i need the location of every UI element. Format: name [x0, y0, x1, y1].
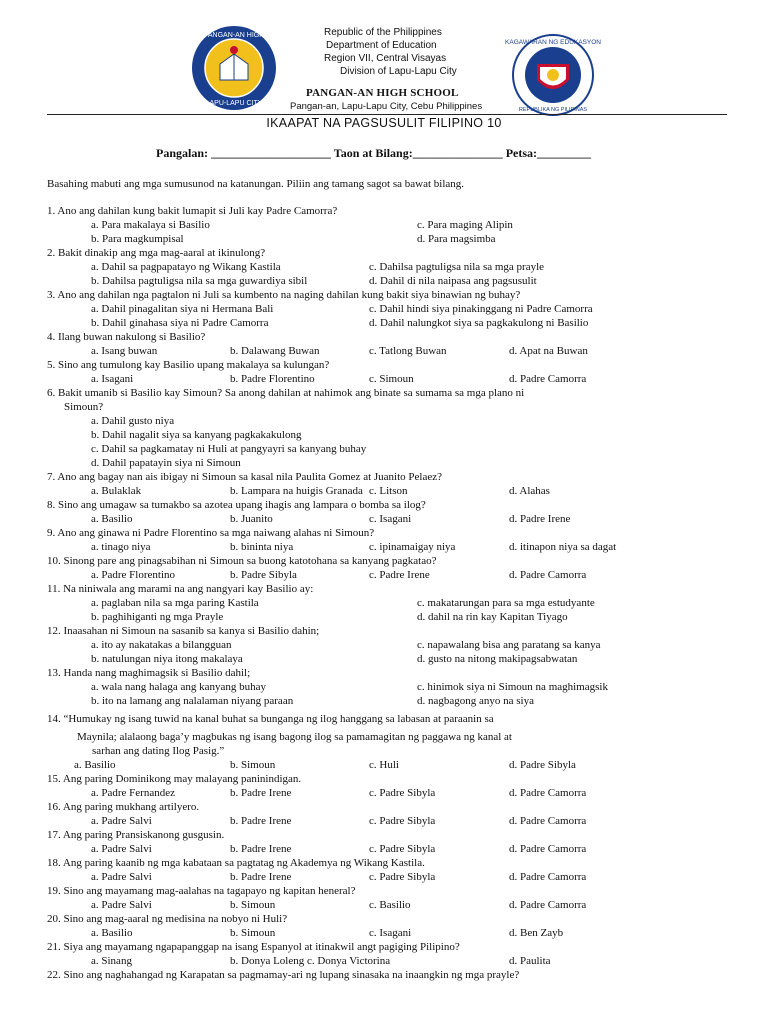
answer-option: a. Padre Florentino — [91, 569, 176, 581]
question-text: 22. Sino ang naghahangad ng Karapatan sa pagmamay-ari ng lupang sinasaka na inaangkin ng mga prayle? — [47, 969, 520, 981]
answer-option: b. Dahil ginahasa siya ni Padre Camorra — [91, 317, 269, 329]
answer-option: c. Tatlong Buwan — [369, 345, 447, 357]
answer-option: a. tinago niya — [91, 541, 151, 553]
answer-option: a. Padre Fernandez — [91, 787, 175, 799]
option-row — [47, 218, 747, 232]
option-row — [47, 344, 747, 358]
answer-option: d. Padre Camorra — [509, 373, 587, 385]
answer-option: d. Dahil nalungkot siya sa pagkakulong ni Basilio — [369, 317, 589, 329]
option-row — [47, 302, 747, 316]
option-row — [47, 442, 747, 456]
question-text: 18. Ang paring kaanib ng mga kabataan sa pagtatag ng Akademya ng Wikang Kastila. — [47, 857, 425, 869]
school-name: PANGAN-AN HIGH SCHOOL — [306, 87, 459, 99]
student-info-fields: Pangalan: ____________________ Taon at Bilang:_______________ Petsa:_________ — [156, 146, 592, 160]
header-rule — [47, 114, 727, 115]
answer-option: c. napawalang bisa ang paratang sa kanya — [417, 639, 601, 651]
question-text: 9. Ano ang ginawa ni Padre Florentino sa mga naiwang alahas ni Simoun? — [47, 527, 375, 539]
answer-option: d. Padre Camorra — [509, 899, 587, 911]
option-row — [47, 652, 747, 666]
option-row — [47, 638, 747, 652]
answer-option: b. Padre Florentino — [230, 373, 315, 385]
question-text: 12. Inaasahan ni Simoun na sasanib sa kanya si Basilio dahin; — [47, 625, 320, 637]
answer-option: c. Dahilsa pagtuligsa nila sa mga prayle — [369, 261, 545, 273]
question-text: 5. Sino ang tumulong kay Basilio upang makalaya sa kulungan? — [47, 359, 330, 371]
answer-option: a. Bulaklak — [91, 485, 142, 497]
answer-option: b. Padre Irene — [230, 871, 292, 883]
answer-option: a. paglaban nila sa mga paring Kastila — [91, 597, 259, 609]
answer-option: c. Isagani — [369, 927, 412, 939]
answer-option: b. Simoun — [230, 927, 276, 939]
question-text: 1. Ano ang dahilan kung bakit lumapit si Juli kay Padre Camorra? — [47, 205, 338, 217]
answer-option: b. Donya Loleng c. Donya Victorina — [230, 955, 391, 967]
answer-option: a. Padre Salvi — [91, 843, 152, 855]
agency-line: Division of Lapu-Lapu City — [340, 66, 457, 77]
option-row — [47, 512, 747, 526]
answer-option: a. Dahil pinagalitan siya ni Hermana Bali — [91, 303, 274, 315]
exam-title: IKAAPAT NA PAGSUSULIT FILIPINO 10 — [266, 116, 502, 130]
option-row — [47, 610, 747, 624]
answer-option: a. wala nang halaga ang kanyang buhay — [91, 681, 267, 693]
option-row — [47, 596, 747, 610]
option-row — [47, 786, 747, 800]
agency-line: Region VII, Central Visayas — [324, 53, 447, 64]
option-row — [47, 680, 747, 694]
question-text: 10. Sinong pare ang pinagsabihan ni Simoun sa buong katotohana sa kanyang pagkatao? — [47, 555, 437, 567]
question-text: 11. Na niniwala ang marami na ang nangyari kay Basilio ay: — [47, 583, 314, 595]
question-text-continued — [47, 400, 747, 414]
answer-option: a. Dahil gusto niya — [91, 415, 175, 427]
answer-option: b. natulungan niya itong makalaya — [91, 653, 243, 665]
svg-text:REPUBLIKA NG PILIPINAS: REPUBLIKA NG PILIPINAS — [518, 107, 588, 113]
answer-option: d. Dahil di nila naipasa ang pagsusulit — [369, 275, 537, 287]
question-text: 15. Ang paring Dominikong may malayang paninindigan. — [47, 773, 302, 785]
answer-option: b. Simoun — [230, 899, 276, 911]
question-text: 4. Ilang buwan nakulong si Basilio? — [47, 331, 206, 343]
answer-option: b. ito na lamang ang nalalaman niyang paraan — [91, 695, 294, 707]
answer-option: d. Padre Camorra — [509, 843, 587, 855]
document-header — [0, 0, 768, 118]
answer-option: b. Simoun — [230, 759, 276, 771]
questions-list — [47, 204, 747, 982]
answer-option: a. Padre Salvi — [91, 815, 152, 827]
question-text-continuation: Simoun? — [64, 401, 104, 413]
answer-option: c. Padre Sibyla — [369, 787, 436, 799]
answer-option: b. paghihiganti ng mga Prayle — [91, 611, 224, 623]
answer-option: c. makatarungan para sa mga estudyante — [417, 597, 595, 609]
answer-option: b. Dahilsa pagtuligsa nila sa mga guwardiya sibil — [91, 275, 308, 287]
option-row — [47, 898, 747, 912]
option-row — [47, 456, 747, 470]
question-quote: Maynila; alalaong baga’y magbukas ng isang bagong ilog sa pamamagitan ng paggawa ng kanal at — [77, 731, 512, 743]
answer-option: d. dahil na rin kay Kapitan Tiyago — [417, 611, 568, 623]
question-text: 8. Sino ang umagaw sa tumakbo sa azotea upang ihagis ang lampara o bomba sa ilog? — [47, 499, 426, 511]
answer-option: c. Huli — [369, 759, 399, 771]
question-text: 13. Handa nang maghimagsik si Basilio dahil; — [47, 667, 251, 679]
option-row — [47, 926, 747, 940]
option-row — [47, 484, 747, 498]
answer-option: d. Padre Camorra — [509, 871, 587, 883]
answer-option: d. gusto na nitong makipagsabwatan — [417, 653, 578, 665]
answer-option: b. Padre Irene — [230, 843, 292, 855]
answer-option: a. Basilio — [91, 513, 133, 525]
instructions: Basahing mabuti ang mga sumusunod na katanungan. Piliin ang tamang sagot sa bawat bilang. — [47, 178, 465, 190]
svg-text:LAPU-LAPU CITY: LAPU-LAPU CITY — [205, 100, 263, 107]
answer-option: b. Juanito — [230, 513, 273, 525]
answer-option: d. Padre Sibyla — [509, 759, 576, 771]
answer-option: b. Padre Irene — [230, 787, 292, 799]
answer-option: a. Basilio — [74, 759, 116, 771]
answer-option: c. Padre Sibyla — [369, 815, 436, 827]
answer-option: b. bininta niya — [230, 541, 294, 553]
question-text: 20. Sino ang mag-aaral ng medisina na nobyo ni Huli? — [47, 913, 288, 925]
answer-option: c. Litson — [369, 485, 408, 497]
answer-option: d. Padre Camorra — [509, 569, 587, 581]
question-text: 17. Ang paring Pransiskanong gusgusin. — [47, 829, 225, 841]
answer-option: d. Padre Camorra — [509, 787, 587, 799]
question-text: 3. Ano ang dahilan nga pagtalon ni Juli sa kumbento na naging dahilan kung bakit siya binawian ng buhay? — [47, 289, 521, 301]
answer-option: d. Para magsimba — [417, 233, 496, 245]
agency-lines — [324, 26, 457, 78]
school-seal-logo — [190, 24, 278, 112]
answer-option: a. Dahil sa pagpapatayo ng Wikang Kastila — [91, 261, 281, 273]
option-row — [47, 694, 747, 708]
answer-option: a. Sinang — [91, 955, 132, 967]
option-row — [47, 260, 747, 274]
answer-option: c. ipinamaigay niya — [369, 541, 456, 553]
svg-text:PANGAN-AN HIGH: PANGAN-AN HIGH — [203, 32, 265, 39]
option-row — [47, 870, 747, 884]
question-text: 7. Ano ang bagay nan ais ibigay ni Simoun sa kasal nila Paulita Gomez at Juanito Pelaez? — [47, 471, 442, 483]
answer-option: d. Padre Irene — [509, 513, 571, 525]
option-row — [47, 568, 747, 582]
answer-option: b. Para magkumpisal — [91, 233, 184, 245]
school-address: Pangan-an, Lapu-Lapu City, Cebu Philippines — [290, 101, 483, 112]
deped-seal-logo — [505, 34, 601, 116]
option-row — [47, 758, 747, 772]
answer-option: a. Padre Salvi — [91, 899, 152, 911]
answer-option: d. Apat na Buwan — [509, 345, 588, 357]
option-row — [47, 428, 747, 442]
answer-option: c. hinimok siya ni Simoun na maghimagsik — [417, 681, 608, 693]
answer-option: a. Para makalaya si Basilio — [91, 219, 210, 231]
option-row — [47, 414, 747, 428]
answer-option: c. Isagani — [369, 513, 412, 525]
question-text: 19. Sino ang mayamang mag-aalahas na tagapayo ng kapitan heneral? — [47, 885, 356, 897]
question-text: 21. Siya ang mayamang ngapapanggap na isang Espanyol at itinakwil angt pagiging Pilipino? — [47, 941, 460, 953]
answer-option: d. Alahas — [509, 485, 550, 497]
agency-line: Republic of the Philippines — [324, 27, 442, 38]
answer-option: b. Dahil nagalit siya sa kanyang pagkakakulong — [91, 429, 302, 441]
answer-option: b. Lampara na huigis Granada — [230, 485, 363, 497]
answer-option: c. Para maging Alipin — [417, 219, 513, 231]
option-row — [47, 316, 747, 330]
answer-option: a. Isang buwan — [91, 345, 158, 357]
answer-option: b. Dalawang Buwan — [230, 345, 320, 357]
option-row — [47, 842, 747, 856]
answer-option: d. nagbagong anyo na siya — [417, 695, 534, 707]
svg-text:KAGAWARAN NG EDUKASYON: KAGAWARAN NG EDUKASYON — [505, 39, 601, 46]
option-row — [47, 274, 747, 288]
answer-option: d. itinapon niya sa dagat — [509, 541, 617, 553]
answer-option: a. Padre Salvi — [91, 871, 152, 883]
answer-option: b. Padre Irene — [230, 815, 292, 827]
option-row — [47, 232, 747, 246]
option-row — [47, 954, 747, 968]
question-text: 14. “Humukay ng isang tuwid na kanal buhat sa bunganga ng ilog hanggang sa labasan at paraanin sa — [47, 713, 494, 725]
question-text: 6. Bakit umanib si Basilio kay Simoun? Sa anong dahilan at nahimok ang binate sa sumama sa mga plano ni — [47, 387, 525, 399]
answer-option: d. Dahil papatayin siya ni Simoun — [91, 457, 241, 469]
option-row — [47, 814, 747, 828]
answer-option: b. Padre Sibyla — [230, 569, 297, 581]
answer-option: a. Isagani — [91, 373, 134, 385]
answer-option: c. Padre Sibyla — [369, 843, 436, 855]
option-row — [47, 372, 747, 386]
question-quote: sarhan ang dating Ilog Pasig.” — [92, 745, 225, 757]
answer-option: c. Simoun — [369, 373, 414, 385]
answer-option: c. Dahil sa pagkamatay ni Huli at pangyayri sa kanyang buhay — [91, 443, 367, 455]
answer-option: d. Padre Camorra — [509, 815, 587, 827]
option-row — [47, 540, 747, 554]
answer-option: c. Padre Sibyla — [369, 871, 436, 883]
answer-option: a. Basilio — [91, 927, 133, 939]
answer-option: a. ito ay nakatakas a bilangguan — [91, 639, 232, 651]
agency-line: Department of Education — [326, 40, 437, 51]
answer-option: c. Padre Irene — [369, 569, 430, 581]
answer-option: d. Paulita — [509, 955, 551, 967]
question-text: 2. Bakit dinakip ang mga mag-aaral at ikinulong? — [47, 247, 266, 259]
answer-option: d. Ben Zayb — [509, 927, 564, 939]
answer-option: c. Dahil hindi siya pinakinggang ni Padre Camorra — [369, 303, 593, 315]
question-text: 16. Ang paring mukhang artilyero. — [47, 801, 200, 813]
answer-option: c. Basilio — [369, 899, 411, 911]
